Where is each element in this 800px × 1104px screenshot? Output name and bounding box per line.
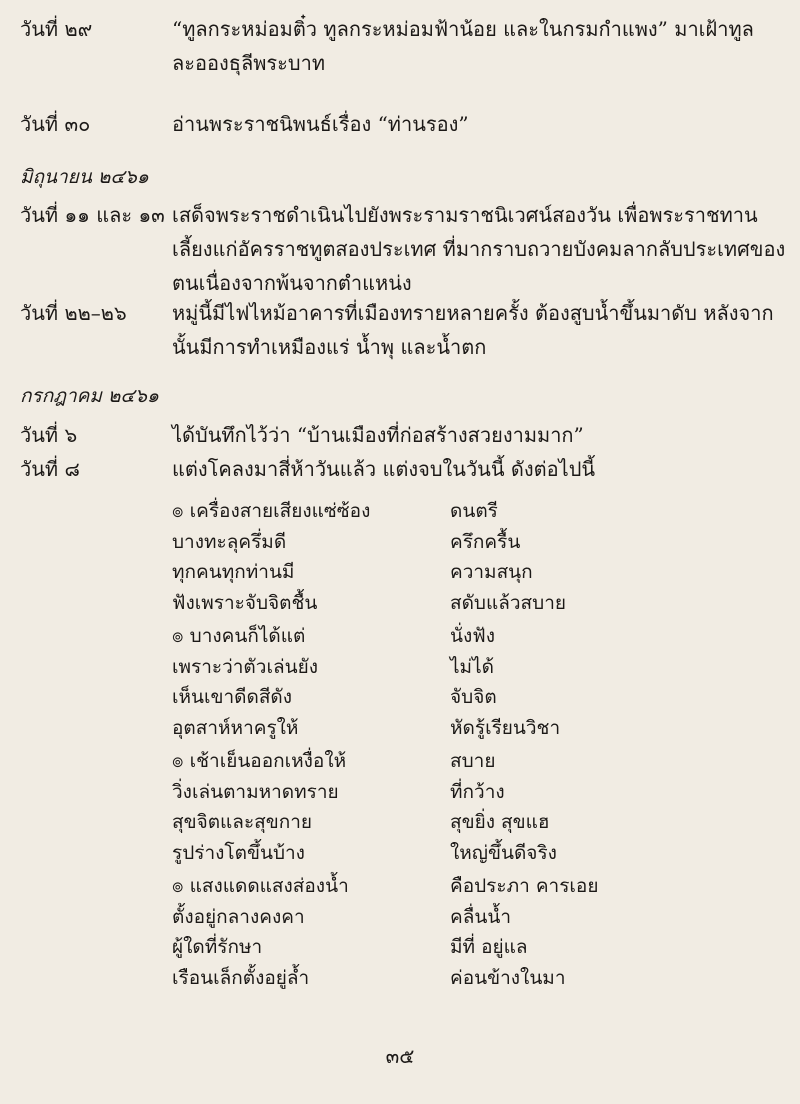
entry-text: ได้บันทึกไว้ว่า “บ้านเมืองที่ก่อสร้างสวยงามมาก” — [172, 423, 584, 447]
poem-line-second-half: สดับแล้วสบาย — [450, 591, 567, 614]
poem-line — [172, 496, 632, 527]
poem-line — [172, 871, 632, 902]
poem-line — [172, 527, 632, 558]
poem-line-second-half: นั่งฟัง — [450, 625, 495, 647]
poem-line-first-half: เห็นเขาดีดสีดัง — [172, 686, 293, 708]
poem-line-second-half: สบาย — [450, 750, 496, 772]
poem-line-first-half: ผู้ใดที่รักษา — [172, 936, 263, 958]
diary-entry — [20, 452, 790, 486]
poem-line — [172, 621, 632, 652]
poem-line-first-half: ๏ เช้าเย็นออกเหงื่อให้ — [172, 750, 347, 772]
poem-line — [172, 963, 632, 994]
poem-stanza — [172, 746, 632, 868]
poem-line — [172, 713, 632, 744]
poem-line — [172, 838, 632, 869]
poem-line-first-half: รูปร่างโตขึ้นบ้าง — [172, 841, 305, 864]
entry-text: อ่านพระราชนิพนธ์เรื่อง “ท่านรอง” — [172, 112, 469, 136]
poem-line-first-half: ๏ แสงแดดแสงส่องน้ำ — [172, 875, 349, 897]
poem-line-first-half: วิ่งเล่นตามหาดทราย — [172, 780, 339, 803]
poem-line-first-half: ๏ เครื่องสายเสียงแซ่ซ้อง — [172, 500, 371, 522]
poem-line-first-half: อุตสาห์หาครูให้ — [172, 716, 299, 739]
entry-date: วันที่ ๑๑ และ ๑๓ — [20, 203, 165, 227]
poem — [172, 496, 632, 996]
page-number: ๓๕ — [385, 1044, 415, 1068]
poem-stanza — [172, 621, 632, 743]
poem-line-first-half: ฟังเพราะจับจิตชื้น — [172, 591, 318, 614]
entry-date: วันที่ ๒๒–๒๖ — [20, 301, 127, 325]
poem-line — [172, 777, 632, 808]
poem-line-second-half: จับจิต — [450, 686, 497, 708]
poem-line-second-half: ดนตรี — [450, 500, 498, 522]
entry-text: “ทูลกระหม่อมติ๋ว ทูลกระหม่อมฟ้าน้อย และในกรมกำแพง” มาเฝ้าทูลละอองธุลีพระบาท — [172, 17, 754, 75]
diary-entry — [20, 198, 790, 300]
poem-line — [172, 746, 632, 777]
entry-date: วันที่ ๖ — [20, 423, 78, 447]
poem-line-second-half: ความสนุก — [450, 561, 533, 583]
poem-line-second-half: หัดรู้เรียนวิชา — [450, 716, 561, 739]
month-heading: มิถุนายน ๒๔๖๑ — [20, 166, 149, 188]
poem-line-second-half: คลื่นน้ำ — [450, 905, 511, 928]
poem-line-second-half: ครึกครื้น — [450, 530, 521, 553]
poem-line-second-half: ค่อนข้างในมา — [450, 966, 566, 989]
poem-stanza — [172, 871, 632, 993]
diary-entry — [20, 296, 790, 364]
poem-line-first-half: ตั้งอยู่กลางคงคา — [172, 905, 305, 928]
poem-line — [172, 902, 632, 933]
entry-text: เสด็จพระราชดำเนินไปยังพระรามราชนิเวศน์สองวัน เพื่อพระราชทานเลี้ยงแก่อัครราชทูตสองประเทศ ที่มากราบถวายบังคมลากลับประเทศของตนเนื่องจากพ้นจากตำแหน่ง — [172, 203, 786, 295]
entry-text: หมู่นี้มีไฟไหม้อาคารที่เมืองทรายหลายครั้ง ต้องสูบน้ำขึ้นมาดับ หลังจากนั้นมีการทำเหมืองแร่ น้ำพุ และน้ำตก — [172, 301, 774, 359]
poem-line-first-half: ทุกคนทุกท่านมี — [172, 561, 295, 583]
entry-date: วันที่ ๒๙ — [20, 17, 93, 41]
poem-line — [172, 588, 632, 619]
poem-line-first-half: เรือนเล็กตั้งอยู่ล้ำ — [172, 966, 310, 989]
diary-entry — [20, 418, 790, 452]
poem-line-second-half: ใหญ่ขึ้นดีจริง — [450, 841, 557, 864]
poem-line — [172, 652, 632, 683]
poem-line — [172, 557, 632, 588]
poem-line — [172, 682, 632, 713]
entry-date: วันที่ ๘ — [20, 457, 80, 481]
month-heading: กรกฎาคม ๒๔๖๑ — [20, 385, 159, 407]
poem-line-second-half: คือประภา คารเอย — [450, 875, 599, 897]
diary-entry — [20, 107, 790, 141]
poem-line-second-half: มีที่ อยู่แล — [450, 936, 528, 958]
poem-line-first-half: สุขจิตและสุขกาย — [172, 811, 313, 833]
poem-stanza — [172, 496, 632, 618]
poem-line-first-half: เพราะว่าตัวเล่นยัง — [172, 655, 318, 678]
entry-date: วันที่ ๓๐ — [20, 112, 91, 136]
poem-line-first-half: ๏ บางคนก็ได้แต่ — [172, 625, 306, 647]
diary-entry — [20, 12, 790, 80]
poem-line-second-half: สุขยิ่ง สุขแฮ — [450, 811, 550, 833]
entry-text: แต่งโคลงมาสี่ห้าวันแล้ว แต่งจบในวันนี้ ดังต่อไปนี้ — [172, 457, 596, 481]
poem-line — [172, 932, 632, 963]
poem-line-second-half: ไม่ได้ — [450, 655, 494, 678]
poem-line — [172, 807, 632, 838]
poem-line-first-half: บางทะลุครึ่มดี — [172, 530, 287, 553]
poem-line-second-half: ที่กว้าง — [450, 780, 505, 803]
